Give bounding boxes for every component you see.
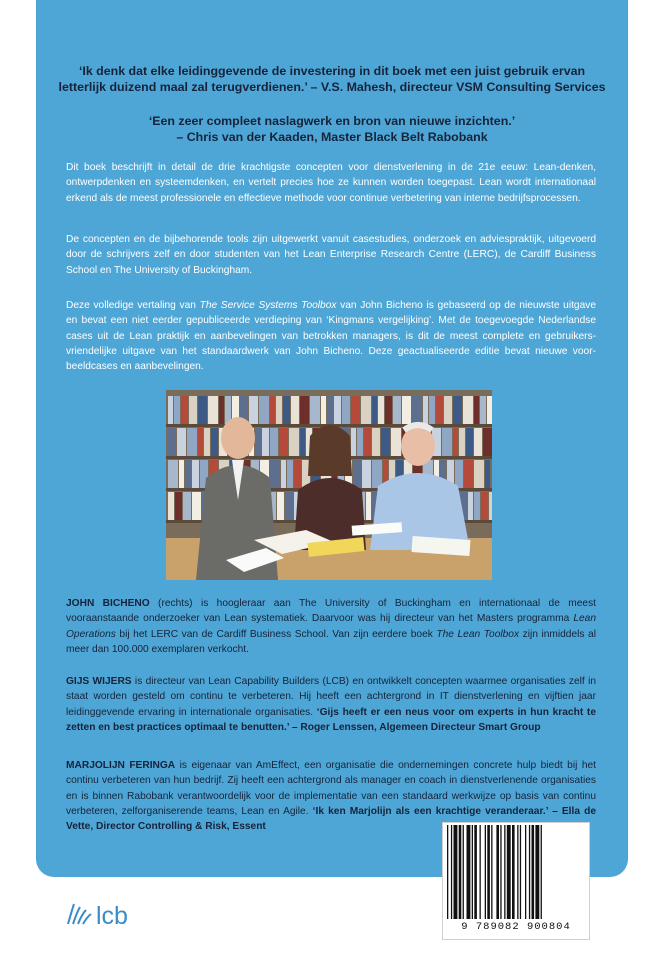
shelf-book-spine [168, 396, 173, 424]
shelf-book-spine [485, 460, 490, 488]
shelf-book-spine [175, 492, 182, 520]
shelf-book-spine [412, 396, 422, 424]
shelf-book-spine [270, 460, 280, 488]
shelf-book-spine [179, 460, 184, 488]
author-name-marjolijn-feringa: MARJOLIJN FERINGA [66, 760, 176, 771]
shelf-book-spine [249, 396, 258, 424]
bio-1-text-a: (rechts) is hoogleraar aan The University of Buckingham en internationaal de meest vooraanstaande onderzoeker van Lean systematiek. Daarvoor was hij directeur van het Masters programma [66, 598, 596, 625]
shelf-book-spine [327, 396, 333, 424]
barcode-bar [454, 825, 458, 919]
shelf-book-spine [287, 460, 293, 488]
quote-1-line-1: ‘Ik denk dat elke leidinggevende de investering in dit boek met een juist gebruik ervan [78, 64, 586, 78]
shelf-book-spine [391, 428, 401, 456]
shelf-book-spine [204, 428, 210, 456]
shelf-book-spine [192, 460, 199, 488]
shelf-book-spine [291, 396, 299, 424]
shelf-book-spine [276, 396, 282, 424]
shelf-book-spine [281, 460, 286, 488]
shelf-book-spine [211, 428, 218, 456]
intro-paragraph-2: De concepten en de bijbehorende tools zijn uitgewerkt vanuit casestudies, onderzoek en adviespraktijk, uitgevoerd door de schrijvers zelf en door studenten van het Lean Enterprise Research Centre (LERC), de Cardiff Business School en The University of Buckingham. [66, 234, 596, 276]
barcode-bar [467, 825, 471, 919]
shelf-book-spine [270, 396, 275, 424]
shelf-book-spine [283, 396, 290, 424]
barcode-bar [451, 825, 452, 919]
barcode-bar [491, 825, 492, 919]
shelf-book-spine [372, 428, 380, 456]
barcode-bar [504, 825, 505, 919]
shelf-book-spine [480, 396, 486, 424]
shelf-book-spine [372, 460, 382, 488]
shelf-book-spine [285, 492, 293, 520]
shelf-book-spine [362, 460, 371, 488]
shelf-book-spine [198, 428, 203, 456]
authors-photo [166, 390, 492, 580]
shelf-book-spine [174, 396, 180, 424]
bio-2-quote: ‘Gijs heeft er een neus voor om experts in hun kracht te zetten en best practices optimaal te benutten.’ – Roger Lenssen, Algemeen Directeur Smart Group [66, 706, 596, 733]
shelf-book-spine [351, 428, 356, 456]
shelf-book-spine [294, 460, 301, 488]
shelf-book-spine [474, 396, 479, 424]
shelf-book-spine [402, 396, 411, 424]
shelf-book-spine [474, 428, 482, 456]
shelf-book-spine [453, 396, 462, 424]
bio-3-quote: ‘Ik ken Marjolijn als een krachtige veranderaar.’ – Ella de Vette, Director Controlling & Risk, Essent [66, 805, 596, 833]
bio-gijs-wijers [66, 674, 596, 735]
bio-john-bicheno [66, 596, 596, 657]
shelf-book-spine [453, 428, 458, 456]
shelf-book-spine [474, 460, 484, 488]
shelf-book-spine [255, 428, 261, 456]
barcode-bar [507, 825, 511, 919]
shelf-book-spine [342, 396, 350, 424]
programme-lean-operations: Lean Operations [66, 613, 596, 640]
shelf-book-spine [487, 396, 492, 424]
barcode-bar [480, 825, 481, 919]
shelf-book-spine [198, 396, 207, 424]
shelf-book-spine [187, 428, 197, 456]
barcode-bar [485, 825, 486, 919]
shelf-book-spine [168, 460, 178, 488]
shelf-book-spine [270, 428, 278, 456]
lcb-logo-text: lcb [96, 902, 128, 930]
endorsement-quote-1 [40, 64, 624, 95]
bio-3-text-a: is eigenaar van AmEffect, een organisatie die ondernemingen concrete hulp biedt bij het continu verbeteren van hun bedrijf. Zij heeft een achtergrond als manager en coach in dienstverlenende organisaties en is binnen Rabobank verantwoordelijk voor de implementatie van een standaard werkwijze op basis van continu verbeteren, zelforganiserende teams, Lean en Agile. [66, 760, 596, 817]
barcode-bar [512, 825, 515, 919]
author-name-john-bicheno: JOHN BICHENO [66, 598, 150, 609]
barcode-bar [541, 825, 542, 919]
shelf-book-spine [168, 428, 176, 456]
barcode-bar [525, 825, 526, 919]
shelf-book-spine [300, 428, 305, 456]
shelf-book-spine [429, 396, 435, 424]
lcb-logo [66, 896, 156, 932]
barcode-bar [459, 825, 462, 919]
shelf-book-spine [262, 428, 269, 456]
shelf-book-spine [366, 492, 371, 520]
shelf-book-spine [372, 396, 377, 424]
shelf-book-spine [177, 428, 186, 456]
shelf-book-spine [423, 396, 428, 424]
shelf-book-spine [381, 428, 390, 456]
shelf-book-spine [385, 396, 392, 424]
intro-paragraph-1: Dit boek beschrijft in detail de drie krachtigste concepten voor dienstverlening in de 21e eeuw: Lean-denken, ontwerpdenken en systeemdenken, en vertelt precies hoe ze kunnen worden toegepast. Lean wordt internationaal erkend als de meest professionele en effectieve methode voor continue verbetering van interne bedrijfsprocessen. [66, 162, 596, 204]
barcode-bar [535, 825, 539, 919]
shelf-book-spine [192, 492, 201, 520]
shelf-book-spine [357, 428, 363, 456]
shelf-book-spine [455, 460, 463, 488]
shelf-book-spine [353, 460, 361, 488]
shelf-book-spine [378, 396, 384, 424]
shelf-book-spine [351, 396, 360, 424]
barcode-bar [532, 825, 535, 919]
barcode-bar [520, 825, 521, 919]
author-name-gijs-wijers: GIJS WIJERS [66, 676, 132, 687]
shelf-book-spine [277, 492, 284, 520]
shelf-book-spine [219, 396, 224, 424]
p3-text-a: Deze volledige vertaling van [66, 300, 200, 311]
book-title-lean-toolbox: The Lean Toolbox [436, 628, 520, 640]
shelf-book-spine [321, 396, 326, 424]
shelf-book-spine [168, 492, 174, 520]
quote-1-line-2: letterlijk duizend maal zal terugverdienen.’ – V.S. Mahesh, directeur VSM Consulting Services [58, 79, 606, 94]
barcode-bar [487, 825, 490, 919]
quote-2-line-1: ‘Een zeer compleet naslagwerk en bron van nieuwe inzichten.’ [148, 114, 516, 128]
isbn-number: 9 789082 900804 [461, 921, 571, 933]
barcode-bar [500, 825, 501, 919]
shelf-book-spine [181, 396, 188, 424]
shelf-book-spine [300, 396, 309, 424]
shelf-book-spine [466, 428, 473, 456]
p3-text-b: van John Bicheno is gebaseerd op de nieuwste uitgave en bevat een niet eerder gepubliceerde verdieping van ‘Kingmans vergelijking’. Met de toegevoegde Nederlandse cases uit de Lean praktijk en aanbevelingen van betrokken managers, is dit de meest complete en gebruikers-vriendelijke uitgave van het standaardwerk van John Bicheno. Deze geactualiseerde editie bevat nieuwe voor-beeldcases en aanbevelingen. [66, 300, 597, 373]
shelf-book-spine [361, 396, 371, 424]
barcode-bar [517, 825, 518, 919]
endorsement-quote-2 [40, 114, 624, 145]
shelf-book-spine [393, 396, 401, 424]
shelf-book-spine [483, 428, 492, 456]
shelf-book-spine [289, 428, 299, 456]
shelf-book-spine [185, 460, 191, 488]
shelf-book-spine [310, 396, 320, 424]
shelf-book-spine [481, 492, 488, 520]
shelf-book-spine [468, 492, 473, 520]
bio-1-text-b: bij het LERC van de Cardiff Business School. Van zijn eerdere boek [115, 628, 437, 640]
shelf-book-spine [474, 492, 480, 520]
intro-paragraph-3 [66, 298, 596, 374]
bio-1-text-c: zijn inmiddels al meer dan 100.000 exemplaren verkocht. [66, 628, 596, 655]
shelf-book-spine [463, 396, 473, 424]
shelf-book-spine [436, 396, 443, 424]
quote-2-line-2: – Chris van der Kaaden, Master Black Belt Rabobank [176, 129, 488, 144]
shelf-book-spine [444, 396, 452, 424]
shelf-book-spine [464, 460, 473, 488]
barcode-bar [496, 825, 499, 919]
barcode-bar [463, 825, 464, 919]
barcode-bar [529, 825, 530, 919]
shelf-book-spine [364, 428, 371, 456]
barcode-bar [447, 825, 448, 919]
shelf-book-spine [259, 396, 269, 424]
shelf-book-spine [279, 428, 288, 456]
book-title-service-systems-toolbox: The Service Systems Toolbox [199, 300, 337, 311]
shelf-book-spine [442, 428, 452, 456]
bio-2-text-a: is directeur van Lean Capability Builders (LCB) en ontwikkelt concepten waarmee organisaties zelf in staat worden gesteld om continu te verbeteren. Hij heeft een achtergrond in IT dienstverlening en vijftien jaar leidinggevende ervaring in internationale organisaties. [66, 676, 597, 718]
barcode-bar [474, 825, 477, 919]
shelf-book-spine [208, 396, 218, 424]
shelf-book-spine [459, 428, 465, 456]
shelf-book-spine [183, 492, 191, 520]
shelf-book-spine [489, 492, 492, 520]
shelf-book-spine [189, 396, 197, 424]
barcode-bar [472, 825, 473, 919]
shelf-book-spine [334, 396, 341, 424]
